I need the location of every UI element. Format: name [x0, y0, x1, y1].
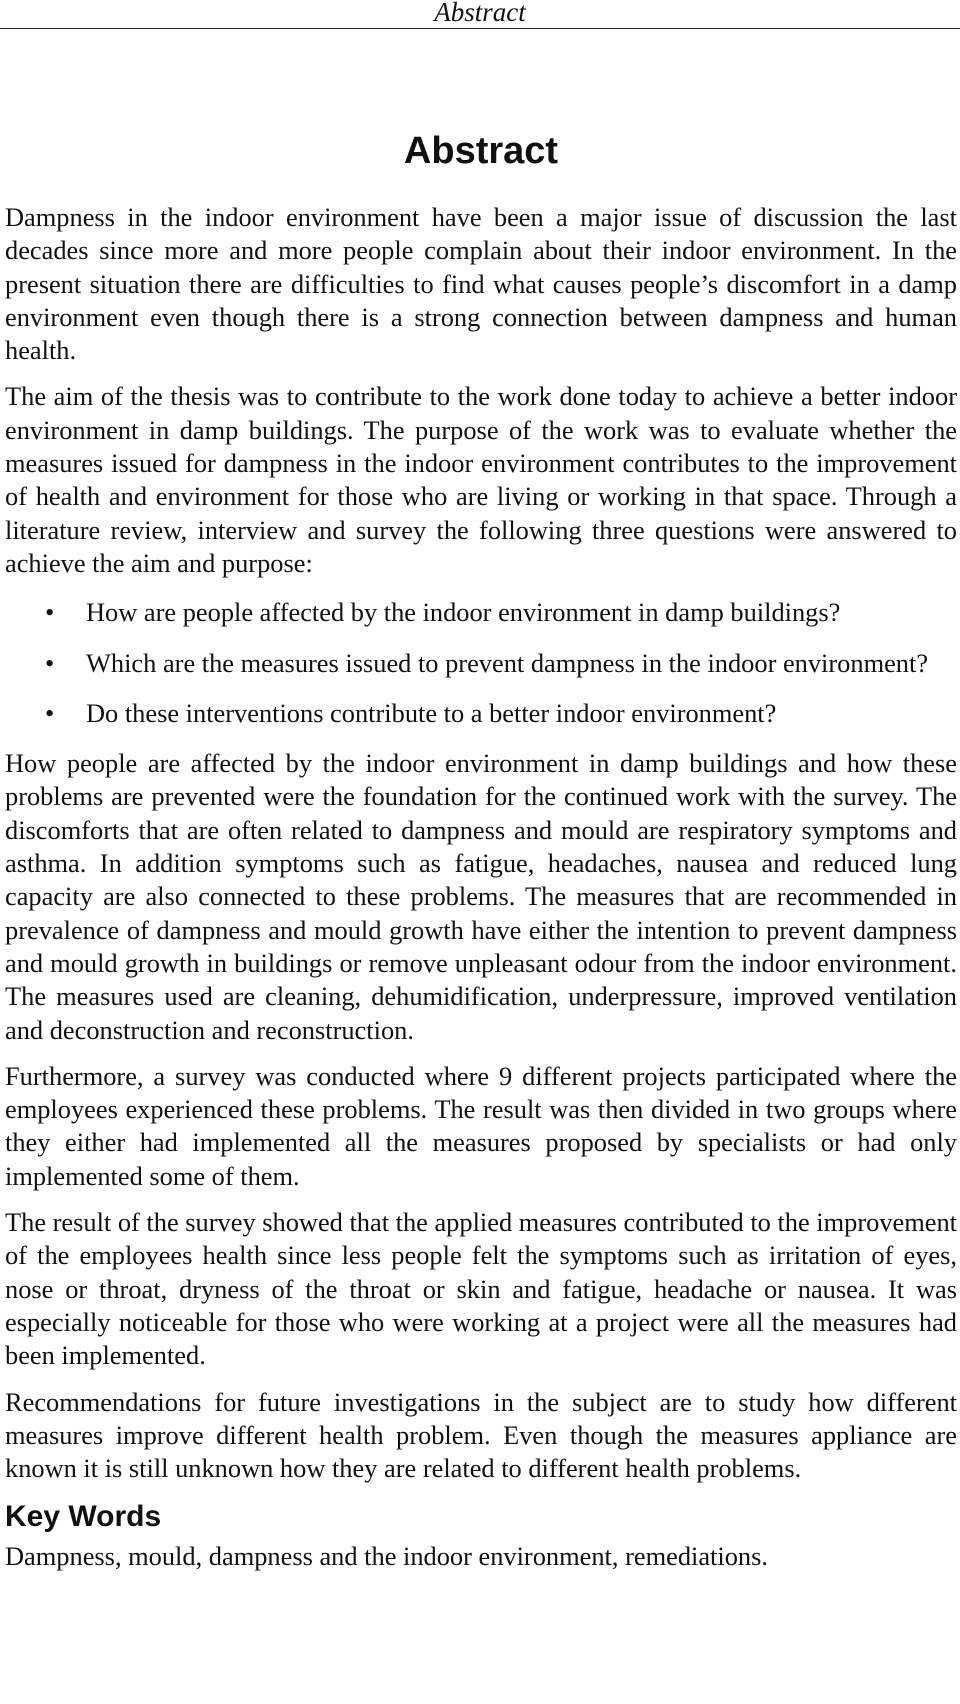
- list-item: [5, 697, 957, 730]
- keywords-heading: Key Words: [5, 1500, 162, 1534]
- running-header: [0, 0, 960, 29]
- list-item: [5, 647, 957, 680]
- keywords-text: Dampness, mould, dampness and the indoor environment, remediations.: [5, 1541, 768, 1572]
- paragraph-thesis-aim: The aim of the thesis was to contribute to the work done today to achieve a better indoor environment in damp buildings. The purpose of the work was to evaluate whether the measures issued for dampness in the indoor environment contributes to the improvement of health and environment for those who are living or working in that space. Through a literature review, interview and survey the following three questions were answered to achieve the aim and purpose:: [5, 381, 957, 578]
- page-title: Abstract: [403, 130, 559, 172]
- research-questions-list: [5, 596, 957, 730]
- paragraph-survey: Furthermore, a survey was conducted where 9 different projects participated where the employees experienced these problems. The result was then divided in two groups where they either had implemented all the measures proposed by specialists or had only implemented some of them.: [5, 1060, 957, 1191]
- document-body: [5, 128, 957, 1587]
- list-item-text: How are people affected by the indoor environment in damp buildings?: [86, 597, 841, 628]
- list-item-text: Do these interventions contribute to a better indoor environment?: [86, 697, 777, 728]
- list-item: [5, 596, 957, 629]
- paragraph-survey-results: The result of the survey showed that the applied measures contributed to the improvement of the employees health since less people felt the symptoms such as irritation of eyes, nose or throat, dryness of the throat or skin and fatigue, headache or nausea. It was especially noticeable for those who were working at a project were all the measures had been implemented.: [5, 1207, 957, 1371]
- list-item-text: Which are the measures issued to prevent dampness in the indoor environment?: [86, 647, 929, 678]
- paragraph-recommendations: Recommendations for future investigations in the subject are to study how different measures improve different health problem. Even though the measures appliance are known it is still unknown how they are related to different health problems.: [5, 1386, 957, 1484]
- running-header-title: Abstract: [434, 0, 526, 27]
- bullet-icon: •: [45, 597, 55, 628]
- paragraph-health-effects: How people are affected by the indoor environment in damp buildings and how these problems are prevented were the foundation for the continued work with the survey. The discomforts that are often related to dampness and mould are respiratory symptoms and asthma. In addition symptoms such as fatigue, headaches, nausea and reduced lung capacity are also connected to these problems. The measures that are recommended in prevalence of dampness and mould growth have either the intention to prevent dampness and mould growth in buildings or remove unpleasant odour from the indoor environment. The measures used are cleaning, dehumidification, underpressure, improved ventilation and deconstruction and reconstruction.: [5, 748, 957, 1045]
- bullet-icon: •: [45, 647, 55, 678]
- paragraph-dampness-intro: Dampness in the indoor environment have been a major issue of discussion the last decades since more and more people complain about their indoor environment. In the present situation there are difficulties to find what causes people’s discomfort in a damp environment even though there is a strong connection between dampness and human health.: [5, 202, 957, 366]
- bullet-icon: •: [45, 697, 55, 728]
